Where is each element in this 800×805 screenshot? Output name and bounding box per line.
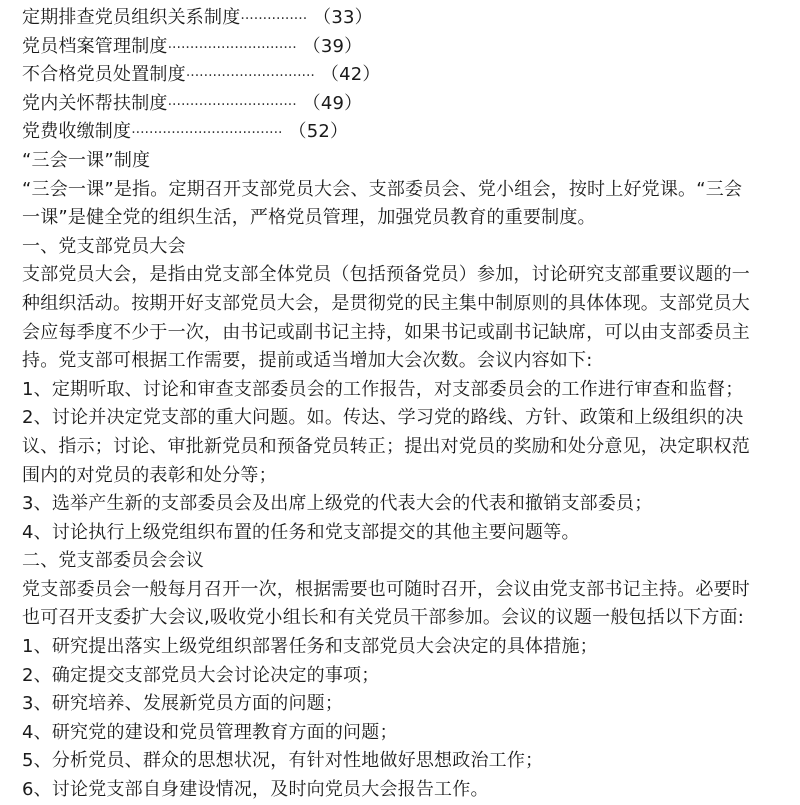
toc-entry[interactable] [22, 118, 782, 147]
toc-title: 党内关怀帮扶制度 [22, 92, 168, 114]
toc-page-number: （52） [288, 121, 349, 143]
toc-leader: ····························· [167, 96, 297, 113]
toc-title: 不合格党员处置制度 [22, 64, 186, 86]
part1-list-item: 围内的对党员的表彰和处分等； [22, 464, 277, 486]
part2-heading: 二、党支部委员会会议 [22, 550, 204, 572]
toc-entry[interactable] [22, 61, 782, 90]
section-heading: “三会一课”制度 [22, 149, 151, 171]
toc-entry[interactable] [22, 4, 782, 33]
toc-title: 党员档案管理制度 [22, 35, 168, 57]
toc-leader: ····························· [185, 68, 315, 85]
part2-list-item: 6、讨论党支部自身建设情况，及时向党员大会报告工作。 [22, 779, 489, 801]
part2-body-line: 党支部委员会一般每月召开一次，根据需要也可随时召开，会议由党支部书记主持。必要时 [22, 578, 750, 600]
part2-list-item: 4、研究党的建设和党员管理教育方面的问题； [22, 721, 398, 743]
toc-page-number: （33） [313, 7, 373, 28]
toc-leader: ····························· [167, 39, 297, 56]
part1-body-line: 会应每季度不少于一次，由书记或副书记主持，如果书记或副书记缺席，可以由支部委员主 [22, 321, 750, 343]
toc-entry[interactable] [22, 90, 782, 119]
toc-title: 定期排查党员组织关系制度 [22, 7, 241, 28]
part1-body-line: 种组织活动。按期开好支部党员大会，是贯彻党的民主集中制原则的具体体现。支部党员大 [22, 292, 750, 314]
part2-list-item: 2、确定提交支部党员大会讨论决定的事项； [22, 664, 380, 686]
part2-body-line: 也可召开支委扩大会议,吸收党小组长和有关党员干部参加。会议的议题一般包括以下方面: [22, 607, 744, 629]
intro-line: 一课”是健全党的组织生活，严格党员管理，加强党员教育的重要制度。 [22, 207, 596, 229]
part1-body-line: 支部党员大会，是指由党支部全体党员（包括预备党员）参加，讨论研究支部重要议题的一 [22, 264, 750, 286]
part2-list-item: 1、研究提出落实上级党组织部署任务和支部党员大会决定的具体措施； [22, 636, 598, 658]
part1-list-item: 3、选举产生新的支部委员会及出席上级党的代表大会的代表和撤销支部委员； [22, 493, 653, 515]
part1-list-item: 4、讨论执行上级党组织布置的任务和党支部提交的其他主要问题等。 [22, 521, 580, 543]
part2-list-item: 5、分析党员、群众的思想状况，有针对性地做好思想政治工作； [22, 750, 544, 772]
part2-list-item: 3、研究培养、发展新党员方面的问题； [22, 693, 344, 715]
toc-page-number: （49） [302, 92, 363, 114]
part1-heading: 一、党支部党员大会 [22, 235, 186, 257]
part1-body-line: 持。党支部可根据工作需要，提前或适当增加大会次数。会议内容如下: [22, 350, 593, 372]
toc-page-number: （42） [320, 64, 381, 86]
document-page [22, 4, 782, 805]
part1-list-item: 议、指示；讨论、审批新党员和预备党员转正；提出对党员的奖励和处分意见，决定职权范 [22, 435, 750, 457]
toc-title: 党费收缴制度 [22, 121, 132, 143]
part1-list-item: 1、定期听取、讨论和审查支部委员会的工作报告，对支部委员会的工作进行审查和监督； [22, 378, 744, 400]
toc-leader: ··············· [240, 11, 308, 27]
toc-leader: ·································· [131, 125, 283, 142]
part1-list-item: 2、讨论并决定党支部的重大问题。如。传达、学习党的路线、方针、政策和上级组织的决 [22, 407, 744, 429]
toc-page-number: （39） [302, 35, 363, 57]
intro-line: “三会一课”是指。定期召开支部党员大会、支部委员会、党小组会，按时上好党课。“三会 [22, 178, 743, 200]
toc-entry[interactable] [22, 33, 782, 62]
